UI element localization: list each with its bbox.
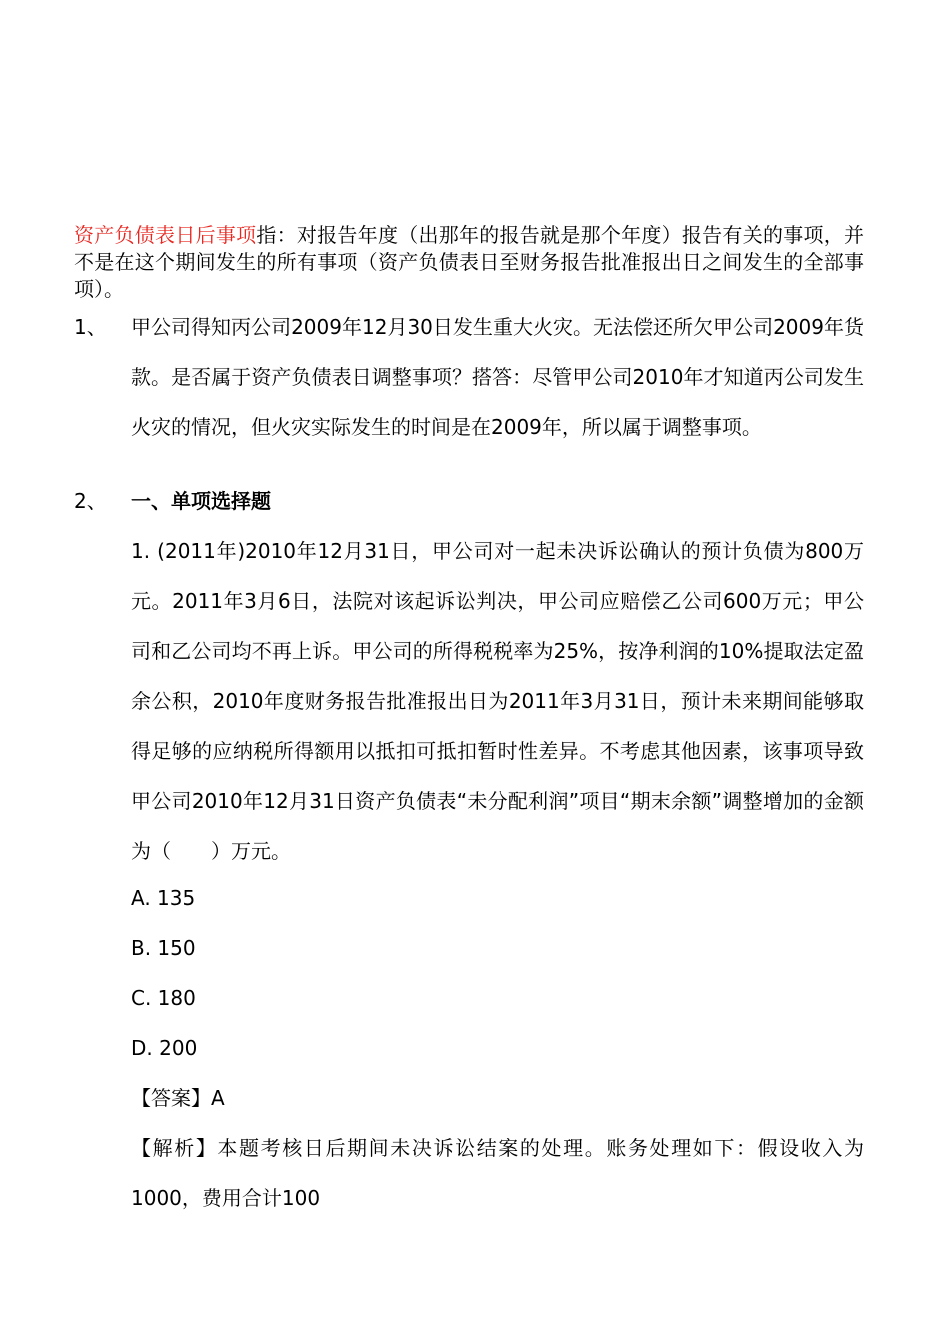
option-c: C. 180 <box>131 986 196 1010</box>
answer-line: 【答案】A <box>131 1086 225 1110</box>
term-definition: 指：对报告年度（出那年的报告就是那个年度）报告有关的事项，并不是在这个期间发生的所有事项（资产负债表日至财务报告批准报出日之间发生的全部事项）。 <box>74 223 865 301</box>
option-d: D. 200 <box>131 1036 198 1060</box>
highlighted-term: 资产负债表日后事项 <box>74 223 257 247</box>
question-text: 1. (2011年)2010年12月31日，甲公司对一起未决诉讼确认的预计负债为800万元。2011年3月6日，法院对该起诉讼判决，甲公司应赔偿乙公司600万元；甲公司和乙公司均不再上诉。甲公司的所得税税率为25%，按净利润的10%提取法定盈余公积，2010年度财务报告批准报出日为2011年3月31日，预计未来期间能够取得足够的应纳税所得额用以抵扣可抵扣暂时性差异。不考虑其他因素，该事项导致甲公司2010年12月31日资产负债表“未分配利润”项目“期末余额”调整增加的金额为（ ）万元。 <box>131 539 864 863</box>
list-item-text: 甲公司得知丙公司2009年12月30日发生重大火灾。无法偿还所欠甲公司2009年货款。是否属于资产负债表日调整事项？搭答：尽管甲公司2010年才知道丙公司发生火灾的情况，但火灾实际发生的时间是在2009年，所以属于调整事项。 <box>131 315 864 439</box>
analysis-paragraph: 【解析】本题考核日后期间未决诉讼结案的处理。账务处理如下：假设收入为1000，费用合计100 <box>131 1136 864 1210</box>
list-item-number: 1、 <box>74 315 107 339</box>
intro-paragraph <box>74 222 864 303</box>
section-heading: 一、单项选择题 <box>131 489 271 513</box>
option-a: A. 135 <box>131 886 196 910</box>
option-b: B. 150 <box>131 936 196 960</box>
list-item-number: 2、 <box>74 489 107 513</box>
answer-options <box>131 873 864 1073</box>
